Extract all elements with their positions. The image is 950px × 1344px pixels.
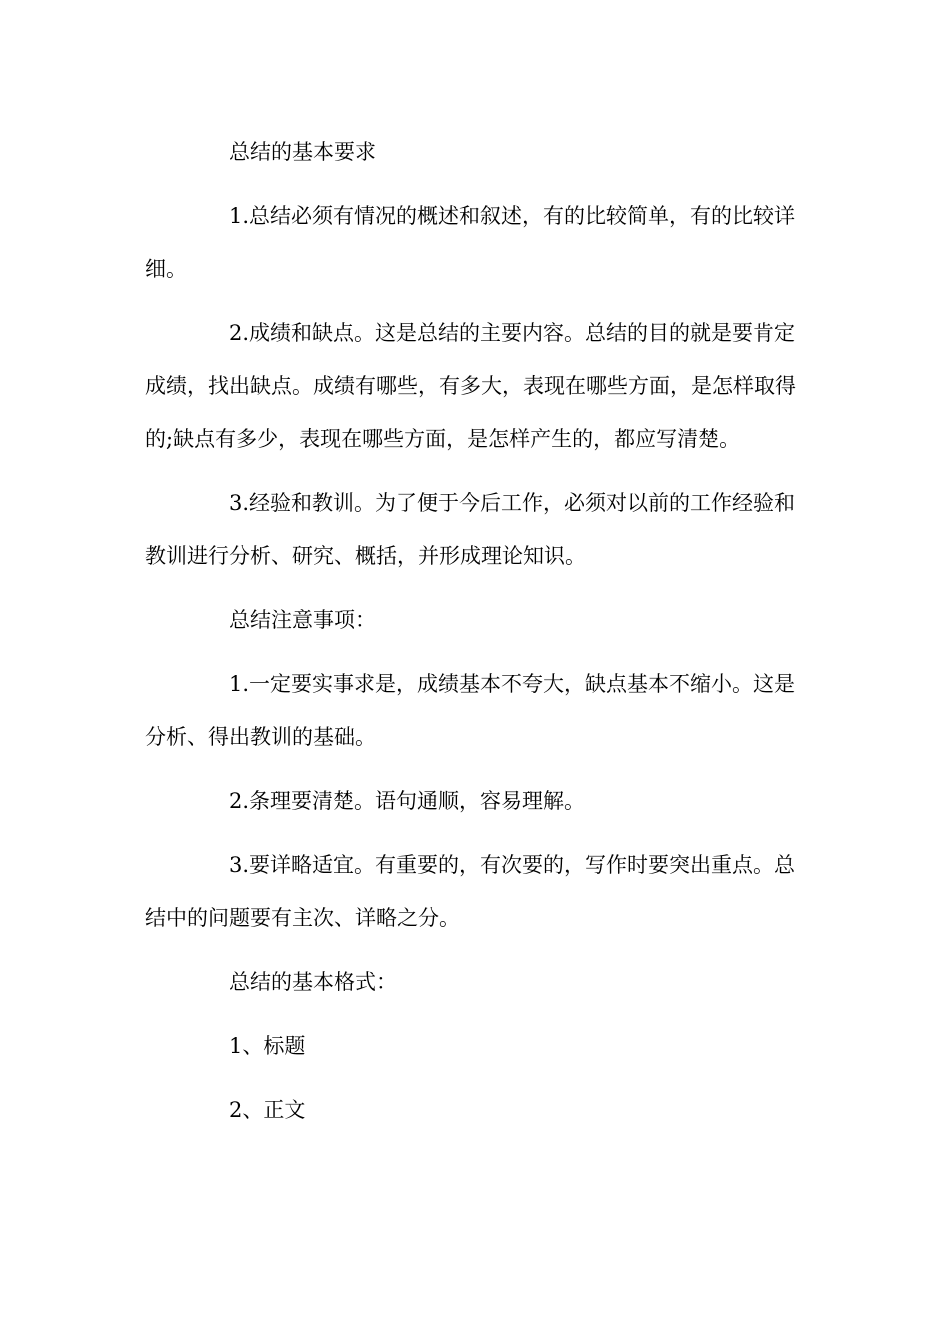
requirement-paragraph-3: 3.经验和教训。为了便于今后工作，必须对以前的工作经验和教训进行分析、研究、概括，并形成理论知识。 bbox=[145, 491, 796, 568]
section-heading-format: 总结的基本格式： bbox=[229, 970, 397, 994]
format-item-2: 2、正文 bbox=[229, 1098, 306, 1122]
requirement-paragraph-1: 1.总结必须有情况的概述和叙述，有的比较简单，有的比较详细。 bbox=[145, 204, 796, 281]
note-paragraph-2: 2.条理要清楚。语句通顺，容易理解。 bbox=[229, 789, 586, 813]
format-item-1: 1、标题 bbox=[229, 1034, 306, 1058]
section-heading-requirements: 总结的基本要求 bbox=[229, 140, 376, 164]
requirement-paragraph-2: 2.成绩和缺点。这是总结的主要内容。总结的目的就是要肯定成绩，找出缺点。成绩有哪些，有多大，表现在哪些方面，是怎样取得的;缺点有多少，表现在哪些方面，是怎样产生的，都应写清楚。 bbox=[145, 321, 796, 451]
section-heading-notes: 总结注意事项： bbox=[229, 608, 376, 632]
note-paragraph-3: 3.要详略适宜。有重要的，有次要的，写作时要突出重点。总结中的问题要有主次、详略之分。 bbox=[145, 853, 796, 930]
note-paragraph-1: 1.一定要实事求是，成绩基本不夸大，缺点基本不缩小。这是分析、得出教训的基础。 bbox=[145, 672, 796, 749]
document-body bbox=[145, 126, 807, 1148]
